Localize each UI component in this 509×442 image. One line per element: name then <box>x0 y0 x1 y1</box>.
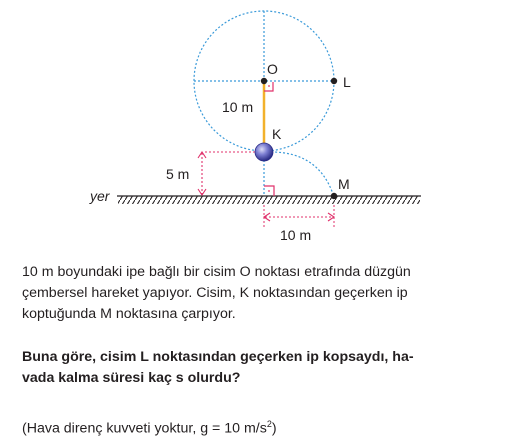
paragraph-line-1: 10 m boyundaki ipe bağlı bir cisim O noktası etrafında düzgün <box>22 264 411 280</box>
label-k: K <box>272 126 282 142</box>
note-close: ) <box>271 420 277 437</box>
label-rope-length: 10 m <box>222 99 254 115</box>
label-distance: 10 m <box>280 227 312 243</box>
paragraph-line-2: çembersel hareket yapıyor. Cisim, K noktasından geçerken ip <box>22 285 408 301</box>
label-l: L <box>343 74 351 90</box>
question-line-2: vada kalma süresi kaç s olurdu? <box>22 370 241 386</box>
question-line-1: Buna göre, cisim L noktasından geçerken ip kopsaydı, ha- <box>22 349 414 365</box>
note <box>22 414 492 440</box>
question <box>22 347 492 389</box>
trajectory-k-to-m <box>271 152 333 194</box>
label-o: O <box>267 61 278 77</box>
point-m <box>331 193 337 199</box>
label-height: 5 m <box>166 166 190 182</box>
point-l <box>331 78 337 84</box>
note-text: (Hava direnç kuvveti yoktur, g = 10 m/s <box>22 420 267 437</box>
paragraph-line-3: koptuğunda M noktasına çarpıyor. <box>22 306 236 322</box>
label-m: M <box>338 176 350 192</box>
ball-k <box>255 143 273 161</box>
label-ground: yer <box>90 188 110 204</box>
note-superscript: 2 <box>266 419 272 429</box>
ground-hatch <box>118 196 420 204</box>
problem-paragraph <box>22 262 492 325</box>
point-o <box>261 78 267 84</box>
